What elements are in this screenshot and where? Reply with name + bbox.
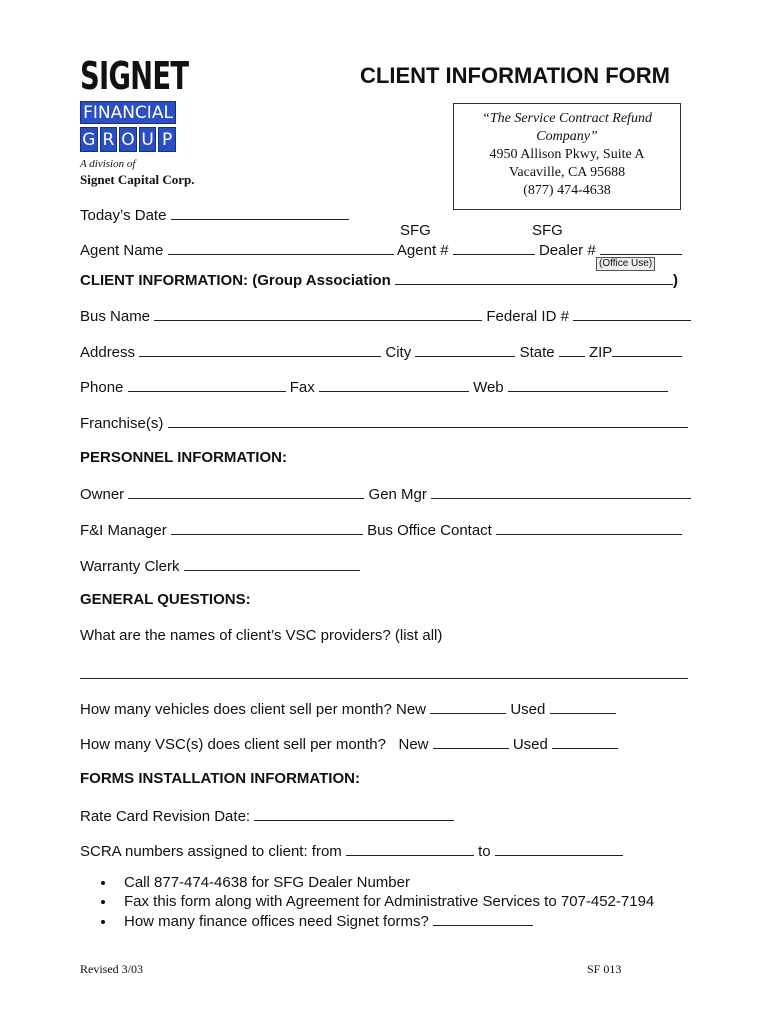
scra-row — [80, 841, 623, 860]
federal-id-label: Federal ID # — [486, 308, 569, 325]
vsc-count-row — [80, 734, 618, 753]
vehicles-question: How many vehicles does client sell per month? New — [80, 701, 426, 718]
warranty-clerk-field[interactable] — [184, 556, 360, 571]
instruction-call: Call 877-474-4638 for SFG Dealer Number — [124, 874, 410, 891]
owner-field[interactable] — [128, 484, 364, 499]
sfg-label-dealer: SFG — [532, 222, 563, 239]
parent-company: Signet Capital Corp. — [80, 172, 195, 187]
gen-mgr-field[interactable] — [431, 484, 691, 499]
franchise-label: Franchise(s) — [80, 415, 164, 432]
bus-office-contact-field[interactable] — [496, 520, 682, 535]
logo-group-letter: R — [100, 127, 118, 152]
dealer-number-label: Dealer # — [538, 242, 596, 259]
fax-field[interactable] — [319, 377, 469, 392]
rate-card-label: Rate Card Revision Date: — [80, 808, 251, 825]
logo-group-letter: G — [80, 127, 98, 152]
franchise-row — [80, 413, 688, 432]
federal-id-field[interactable] — [573, 306, 691, 321]
company-street: 4950 Allison Pkwy, Suite A — [489, 147, 645, 162]
company-city: Vacaville, CA 95688 — [508, 165, 626, 180]
scra-from-field[interactable] — [346, 841, 474, 856]
company-phone: (877) 474-4638 — [523, 183, 611, 198]
city-label: City — [385, 344, 412, 361]
vsc-count-question: How many VSC(s) does client sell per month? — [80, 736, 386, 753]
owner-label: Owner — [80, 486, 125, 503]
agent-row — [80, 240, 682, 259]
vsc-providers-question: What are the names of client’s VSC providers? (list all) — [80, 627, 443, 644]
vsc-providers-field[interactable] — [80, 678, 688, 679]
company-address-box — [453, 103, 681, 210]
division-label: A division of — [80, 158, 136, 170]
list-item — [116, 892, 654, 911]
general-heading: GENERAL QUESTIONS: — [80, 591, 251, 608]
form-id: SF 013 — [587, 962, 622, 976]
web-field[interactable] — [508, 377, 668, 392]
office-use-note: (Office Use) — [596, 257, 655, 271]
vehicles-row — [80, 699, 616, 718]
instructions-list — [96, 873, 654, 931]
logo-group-bar — [80, 127, 176, 152]
client-info-heading: CLIENT INFORMATION: (Group Association — [80, 272, 391, 289]
vehicles-used-field[interactable] — [550, 699, 616, 714]
bus-name-field[interactable] — [154, 306, 482, 321]
todays-date-field[interactable] — [171, 205, 349, 220]
fi-manager-row — [80, 520, 682, 539]
client-info-row — [80, 270, 678, 289]
logo-financial-bar: FINANCIAL — [80, 101, 176, 124]
agent-name-field[interactable] — [168, 240, 394, 255]
logo-group-letter: O — [119, 127, 137, 152]
web-label: Web — [473, 379, 504, 396]
vsc-new-label: New — [398, 736, 429, 753]
bus-name-row — [80, 306, 691, 325]
bus-office-contact-label: Bus Office Contact — [367, 522, 492, 539]
address-label: Address — [80, 344, 136, 361]
agent-number-label: Agent # — [396, 242, 449, 259]
forms-heading: FORMS INSTALLATION INFORMATION: — [80, 770, 360, 787]
zip-field[interactable] — [612, 342, 682, 357]
phone-label: Phone — [80, 379, 124, 396]
scra-to-label: to — [478, 843, 491, 860]
todays-date-row — [80, 205, 349, 224]
form-title: CLIENT INFORMATION FORM — [360, 63, 670, 88]
state-field[interactable] — [559, 342, 585, 357]
instruction-fax: Fax this form along with Agreement for Administrative Services to 707-452-7194 — [124, 893, 655, 910]
bus-name-label: Bus Name — [80, 308, 151, 325]
vsc-used-field[interactable] — [552, 734, 618, 749]
list-item — [116, 873, 654, 892]
finance-offices-field[interactable] — [433, 911, 533, 926]
phone-field[interactable] — [128, 377, 286, 392]
vsc-used-label: Used — [512, 736, 548, 753]
scra-to-field[interactable] — [495, 841, 623, 856]
scra-label: SCRA numbers assigned to client: from — [80, 843, 342, 860]
vsc-new-field[interactable] — [433, 734, 509, 749]
revised-date: Revised 3/03 — [80, 962, 143, 976]
vehicles-new-field[interactable] — [430, 699, 506, 714]
company-tagline-2: Company” — [536, 129, 598, 144]
sfg-label-agent: SFG — [400, 222, 431, 239]
logo-group-letter: P — [158, 127, 176, 152]
company-tagline-1: “The Service Contract Refund — [482, 111, 652, 126]
fi-manager-label: F&I Manager — [80, 522, 167, 539]
owner-row — [80, 484, 691, 503]
city-field[interactable] — [415, 342, 515, 357]
instruction-offices: How many finance offices need Signet forms? — [124, 913, 429, 930]
fi-manager-field[interactable] — [171, 520, 363, 535]
signet-logo-text: SIGNET — [80, 54, 189, 98]
vehicles-used-label: Used — [510, 701, 546, 718]
address-row — [80, 342, 682, 361]
warranty-clerk-label: Warranty Clerk — [80, 558, 180, 575]
fax-label: Fax — [289, 379, 315, 396]
personnel-heading: PERSONNEL INFORMATION: — [80, 449, 287, 466]
logo-group-letter: U — [139, 127, 157, 152]
franchise-field[interactable] — [168, 413, 688, 428]
phone-row — [80, 377, 668, 396]
list-item — [116, 911, 654, 931]
zip-label: ZIP — [588, 344, 613, 361]
rate-card-row — [80, 806, 454, 825]
todays-date-label: Today’s Date — [80, 207, 167, 224]
agent-number-field[interactable] — [453, 240, 535, 255]
gen-mgr-label: Gen Mgr — [368, 486, 427, 503]
address-field[interactable] — [139, 342, 381, 357]
dealer-number-field[interactable] — [600, 240, 682, 255]
group-association-field[interactable] — [395, 270, 673, 285]
client-info-close: ) — [673, 272, 678, 289]
warranty-clerk-row — [80, 556, 360, 575]
agent-name-label: Agent Name — [80, 242, 164, 259]
rate-card-field[interactable] — [254, 806, 454, 821]
state-label: State — [519, 344, 555, 361]
